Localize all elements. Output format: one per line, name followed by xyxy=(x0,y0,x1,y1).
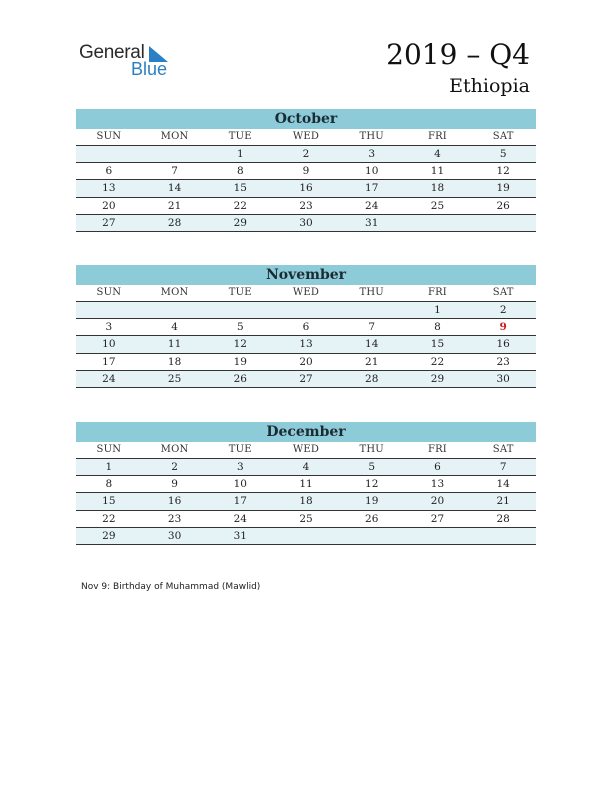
weekday-label: FRI xyxy=(427,444,447,455)
day-cell: 22 xyxy=(430,355,445,368)
day-cell: 14 xyxy=(496,478,510,491)
day-cell xyxy=(76,302,142,318)
page-title: 2019 – Q4 xyxy=(386,38,530,71)
week-row xyxy=(76,371,536,388)
day-cell xyxy=(273,528,339,544)
day-cell: 28 xyxy=(167,216,182,229)
weekday-label: WED xyxy=(292,444,320,455)
day-cell: 6 xyxy=(434,461,441,473)
day-cell: 12 xyxy=(233,338,247,351)
day-cell: 24 xyxy=(102,372,116,385)
day-cell: 1 xyxy=(434,304,441,316)
day-cell: 26 xyxy=(365,512,379,525)
weekday-label: TUE xyxy=(228,444,252,455)
day-cell: 8 xyxy=(105,478,113,491)
day-cell: 16 xyxy=(167,495,182,508)
weekday-label: FRI xyxy=(427,287,447,298)
month-calendar-october xyxy=(76,109,536,232)
day-cell: 21 xyxy=(167,199,182,212)
day-cell: 9 xyxy=(171,478,178,491)
week-row xyxy=(76,146,536,163)
day-cell xyxy=(76,146,142,162)
day-cell: 4 xyxy=(434,148,441,160)
weekday-label: FRI xyxy=(427,131,447,142)
weekday-label: SUN xyxy=(96,287,122,298)
day-cell: 28 xyxy=(496,512,510,525)
day-cell: 11 xyxy=(299,478,313,491)
day-cell: 8 xyxy=(236,165,244,178)
holiday-day-cell: 9 xyxy=(499,321,507,334)
day-cell: 11 xyxy=(430,165,445,178)
day-cell: 5 xyxy=(499,148,507,160)
day-cell: 23 xyxy=(299,199,313,212)
day-cell xyxy=(470,528,536,544)
week-row xyxy=(76,493,536,510)
day-cell: 25 xyxy=(299,512,313,525)
day-cell: 2 xyxy=(171,461,178,473)
country-title: Ethiopia xyxy=(449,75,530,97)
day-cell: 16 xyxy=(299,182,313,195)
day-cell: 21 xyxy=(496,495,510,508)
week-row xyxy=(76,459,536,476)
day-cell: 10 xyxy=(102,338,116,351)
day-cell xyxy=(470,215,536,231)
month-header: November xyxy=(76,265,536,285)
day-cell: 13 xyxy=(102,182,116,195)
weekday-label: SAT xyxy=(492,444,514,455)
day-cell: 17 xyxy=(102,355,116,368)
day-cell: 19 xyxy=(233,355,247,368)
day-cell: 15 xyxy=(102,495,116,508)
day-cell: 2 xyxy=(499,304,507,316)
day-cell: 18 xyxy=(167,355,182,368)
day-cell xyxy=(405,528,471,544)
day-cell: 6 xyxy=(105,165,113,178)
logo-text-general: General xyxy=(79,42,145,63)
day-cell xyxy=(207,302,273,318)
day-cell: 27 xyxy=(430,512,445,525)
month-calendar-december xyxy=(76,422,536,545)
week-row xyxy=(76,476,536,493)
day-cell: 4 xyxy=(302,461,310,473)
week-row xyxy=(76,336,536,353)
day-cell: 29 xyxy=(233,216,247,229)
day-cell: 11 xyxy=(167,338,182,351)
day-cell: 18 xyxy=(299,495,313,508)
weekday-header-row xyxy=(76,285,536,302)
day-cell: 1 xyxy=(105,461,113,473)
day-cell: 1 xyxy=(236,148,244,160)
weekday-header-row xyxy=(76,442,536,459)
day-cell: 13 xyxy=(430,478,445,491)
month-header: October xyxy=(76,109,536,129)
day-cell xyxy=(142,302,208,318)
day-cell: 5 xyxy=(236,321,244,334)
day-cell: 17 xyxy=(365,182,379,195)
day-cell: 14 xyxy=(167,182,182,195)
day-cell: 7 xyxy=(171,165,178,178)
day-cell: 14 xyxy=(365,338,379,351)
day-cell xyxy=(339,302,405,318)
logo-text-blue: Blue xyxy=(131,59,168,79)
day-cell: 2 xyxy=(302,148,310,160)
day-cell: 31 xyxy=(233,529,247,542)
holiday-note: Nov 9: Birthday of Muhammad (Mawlid) xyxy=(81,582,261,592)
weekday-label: SUN xyxy=(96,131,122,142)
week-row xyxy=(76,319,536,336)
weekday-label: MON xyxy=(160,287,189,298)
day-cell: 3 xyxy=(236,461,244,473)
day-cell: 6 xyxy=(302,321,310,334)
day-cell: 3 xyxy=(105,321,113,334)
day-cell: 5 xyxy=(368,461,376,473)
day-cell: 30 xyxy=(167,529,182,542)
day-cell: 29 xyxy=(430,372,445,385)
weekday-label: MON xyxy=(160,444,189,455)
day-cell: 3 xyxy=(368,148,376,160)
day-cell: 24 xyxy=(233,512,247,525)
weekday-label: TUE xyxy=(228,287,252,298)
generalblue-logo xyxy=(79,42,189,80)
day-cell: 31 xyxy=(365,216,379,229)
day-cell: 21 xyxy=(365,355,379,368)
day-cell: 15 xyxy=(233,182,247,195)
day-cell: 29 xyxy=(102,529,116,542)
week-row xyxy=(76,511,536,528)
week-row xyxy=(76,163,536,180)
day-cell: 27 xyxy=(299,372,313,385)
week-row xyxy=(76,180,536,197)
day-cell: 20 xyxy=(299,355,313,368)
day-cell: 7 xyxy=(368,321,376,334)
day-cell: 10 xyxy=(233,478,247,491)
week-row xyxy=(76,528,536,545)
day-cell: 13 xyxy=(299,338,313,351)
day-cell: 19 xyxy=(365,495,379,508)
day-cell: 25 xyxy=(430,199,445,212)
day-cell: 12 xyxy=(496,165,510,178)
day-cell: 30 xyxy=(299,216,313,229)
day-cell: 24 xyxy=(365,199,379,212)
day-cell: 10 xyxy=(365,165,379,178)
day-cell xyxy=(273,302,339,318)
week-row xyxy=(76,198,536,215)
week-row xyxy=(76,354,536,371)
day-cell: 20 xyxy=(430,495,445,508)
day-cell: 26 xyxy=(233,372,247,385)
weekday-label: WED xyxy=(292,131,320,142)
day-cell: 4 xyxy=(171,321,178,334)
day-cell: 26 xyxy=(496,199,510,212)
day-cell: 20 xyxy=(102,199,116,212)
weekday-label: SUN xyxy=(96,444,122,455)
day-cell: 16 xyxy=(496,338,510,351)
day-cell: 23 xyxy=(167,512,182,525)
day-cell: 12 xyxy=(365,478,379,491)
day-cell xyxy=(339,528,405,544)
day-cell: 7 xyxy=(499,461,507,473)
weekday-label: THU xyxy=(359,444,384,455)
day-cell: 22 xyxy=(233,199,247,212)
weekday-label: THU xyxy=(359,131,384,142)
weekday-label: TUE xyxy=(228,131,252,142)
day-cell: 19 xyxy=(496,182,510,195)
weekday-label: MON xyxy=(160,131,189,142)
weekday-label: WED xyxy=(292,287,320,298)
day-cell: 17 xyxy=(233,495,247,508)
month-header: December xyxy=(76,422,536,442)
day-cell xyxy=(142,146,208,162)
weekday-label: SAT xyxy=(492,131,514,142)
day-cell: 18 xyxy=(430,182,445,195)
week-row xyxy=(76,302,536,319)
day-cell: 23 xyxy=(496,355,510,368)
weekday-label: THU xyxy=(359,287,384,298)
day-cell: 28 xyxy=(365,372,379,385)
weekday-label: SAT xyxy=(492,287,514,298)
day-cell: 15 xyxy=(430,338,445,351)
week-row xyxy=(76,215,536,232)
day-cell: 30 xyxy=(496,372,510,385)
weekday-header-row xyxy=(76,129,536,146)
holiday-notes xyxy=(81,582,260,592)
day-cell: 22 xyxy=(102,512,116,525)
day-cell: 25 xyxy=(167,372,182,385)
day-cell xyxy=(405,215,471,231)
day-cell: 8 xyxy=(434,321,441,334)
day-cell: 27 xyxy=(102,216,116,229)
month-calendar-november xyxy=(76,265,536,388)
day-cell: 9 xyxy=(302,165,310,178)
